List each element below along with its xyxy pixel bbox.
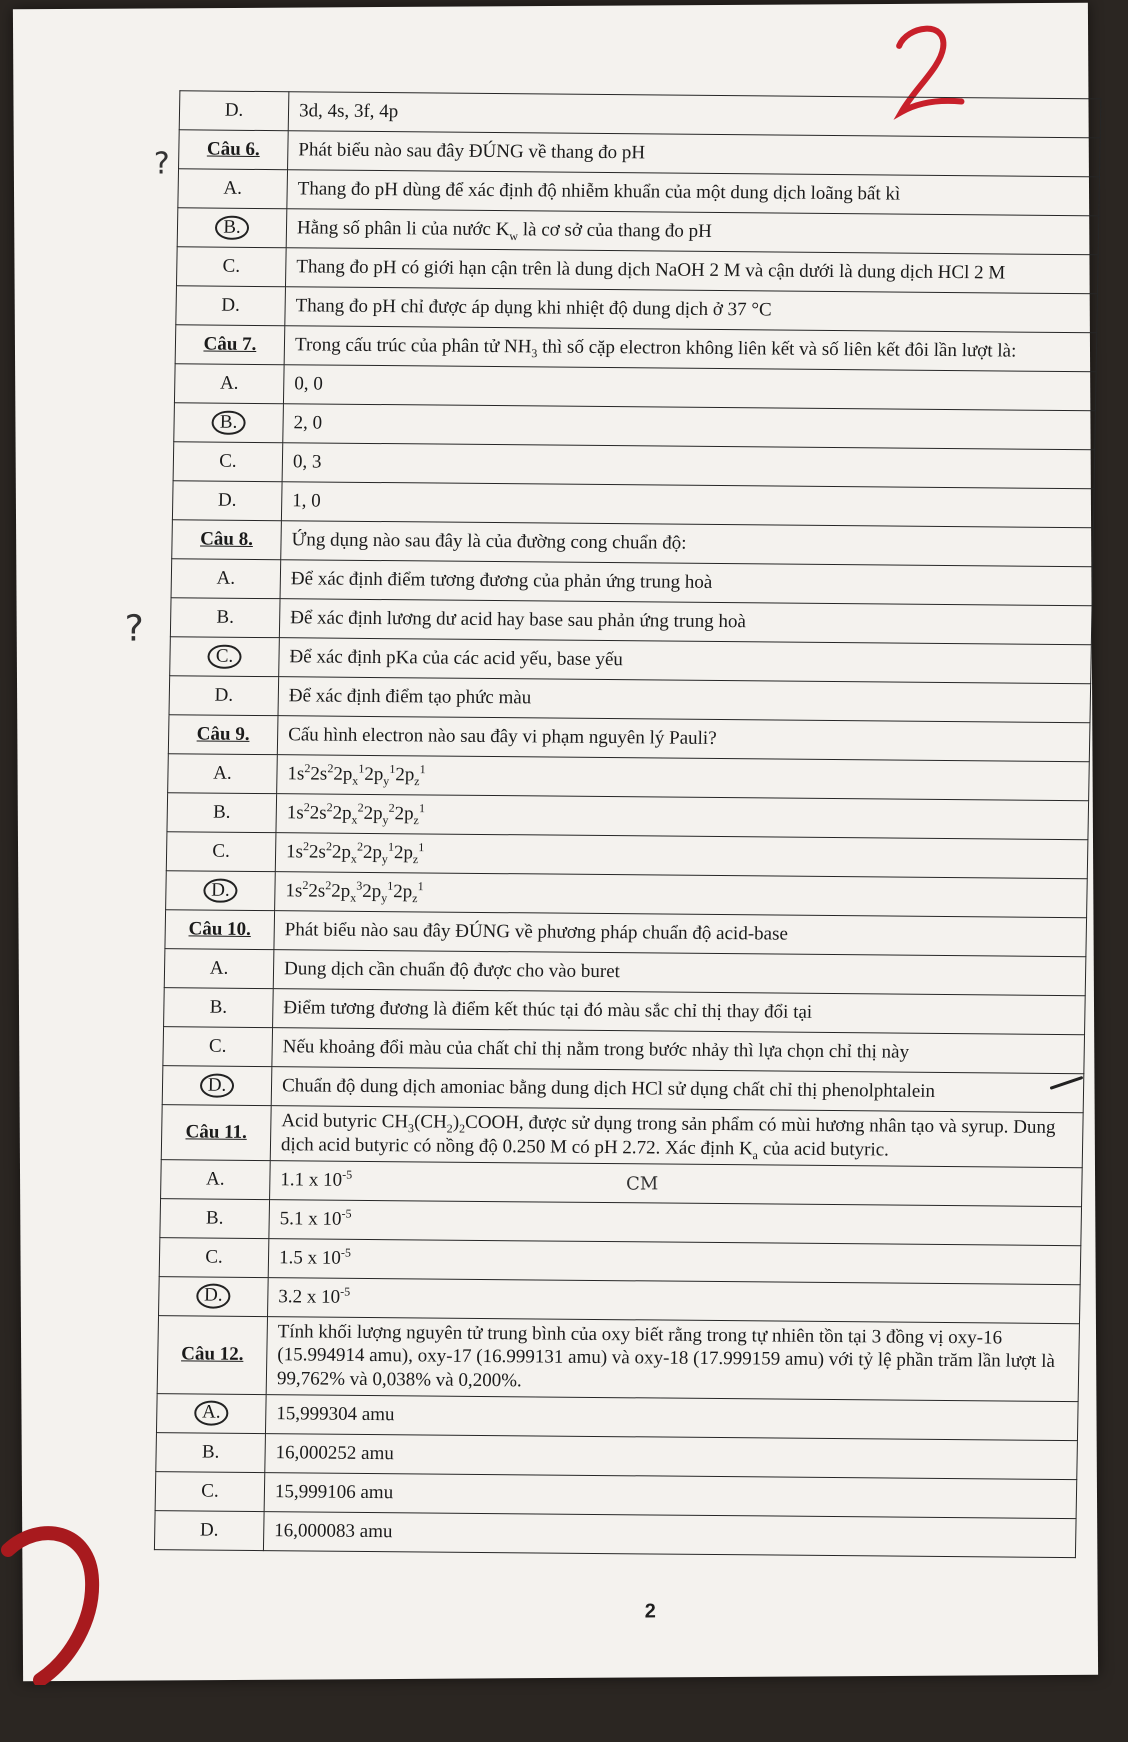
circled-answer-label: A. <box>194 1401 229 1426</box>
option-text: 16,000083 amu <box>263 1511 1076 1557</box>
option-text: $1s^22s^22p_x^22p_y^12p_z^1$ <box>275 833 1088 879</box>
option-text: 3.2 x $10^{-5}$ <box>268 1277 1081 1323</box>
option-label <box>178 169 288 209</box>
option-label <box>164 949 274 989</box>
option-label <box>168 754 278 794</box>
option-text: 1, 0 <box>281 482 1094 528</box>
label-text: D. <box>221 294 241 316</box>
option-label <box>159 1237 269 1277</box>
question-text: Cấu hình electron nào sau đây vi phạm nguyên lý Pauli? <box>277 716 1090 762</box>
question-text: Trong cấu trúc của phân tử $NH_3$ thì số cặp electron không liên kết và số liên kết đôi lần lượt là: <box>284 326 1097 372</box>
label-text: D. <box>214 684 234 706</box>
pen-scribble-icon <box>0 1510 140 1685</box>
question-text: Tính khối lượng nguyên tử trung bình của oxy biết rằng trong tự nhiên tồn tại 3 đồng vị oxy-16 (15.994914 amu), oxy-17 (16.999131 amu) và oxy-18 (17.999159 amu) với tỷ lệ phần trăm lần lượt là 99,762% và 0,038% và 0,200%. <box>266 1316 1079 1401</box>
question-number <box>172 520 282 560</box>
label-text: Câu 8. <box>199 528 254 551</box>
option-label <box>163 1027 273 1067</box>
option-text: Để xác định lương dư acid hay base sau phản ứng trung hoà <box>279 599 1092 645</box>
option-text: Để xác định pKa của các acid yếu, base yếu <box>279 638 1092 684</box>
option-label <box>156 1393 266 1433</box>
margin-question-mark: ? <box>124 608 144 650</box>
option-label <box>156 1432 266 1472</box>
question-number <box>179 130 289 170</box>
option-label <box>161 1159 271 1199</box>
label-text: Câu 10. <box>188 918 252 941</box>
question-number <box>168 715 278 755</box>
option-label <box>155 1471 265 1511</box>
label-text: Câu 7. <box>203 333 257 356</box>
option-text: Nếu khoảng đổi màu của chất chỉ thị nằm trong bước nhảy thì lựa chọn chỉ thị này <box>272 1028 1085 1074</box>
label-text: A. <box>223 177 243 199</box>
label-text: B. <box>212 801 231 823</box>
circled-answer-label: D. <box>196 1284 231 1309</box>
option-text: Chuẩn độ dung dịch amoniac bằng dung dịch HCl sử dụng chất chỉ thị phenolphtalein <box>271 1067 1084 1113</box>
option-label <box>167 793 277 833</box>
option-text: 1.5 x $10^{-5}$ <box>268 1238 1081 1284</box>
question-row <box>157 1315 1079 1401</box>
option-text: $1s^22s^22p_x^22p_y^22p_z^1$ <box>276 794 1089 840</box>
margin-question-mark: ? <box>153 146 170 182</box>
option-label <box>174 403 284 443</box>
label-text: C. <box>201 1480 219 1502</box>
option-label <box>162 1066 272 1106</box>
option-text: Để xác định điểm tương đương của phản ứng trung hoà <box>280 560 1093 606</box>
circled-answer-label: B. <box>212 410 246 435</box>
option-label <box>166 871 276 911</box>
option-text: 0, 3 <box>282 443 1095 489</box>
option-label <box>170 637 280 677</box>
question-number <box>165 910 275 950</box>
option-text: 15,999106 amu <box>264 1472 1077 1518</box>
option-text: Thang đo pH chỉ được áp dụng khi nhiệt độ dung dịch ở 37 °C <box>285 287 1098 333</box>
option-text: Điểm tương đương là điểm kết thúc tại đó màu sắc chỉ thị thay đổi tại <box>273 989 1086 1035</box>
option-text: 5.1 x $10^{-5}$ <box>269 1199 1082 1245</box>
label-text: Câu 11. <box>185 1121 248 1143</box>
label-text: D. <box>224 99 244 121</box>
label-text: A. <box>213 762 232 784</box>
label-text: C. <box>212 840 231 862</box>
option-label <box>174 364 284 404</box>
option-row <box>154 1510 1076 1557</box>
option-text: Hằng số phân li của nước $K_w$ là cơ sở của thang đo pH <box>286 209 1099 255</box>
option-text: 2, 0 <box>283 404 1096 450</box>
question-number <box>157 1315 267 1394</box>
label-text: C. <box>205 1246 223 1268</box>
question-text: Acid butyric $CH_3(CH_2)_2COOH$, được sử dụng trong sản phẩm có mùi hương nhân tạo và syrup. Dung dịch acid butyric có nồng độ 0.250 M có pH 2.72. Xác định $K_a$ của acid butyric. <box>270 1106 1083 1168</box>
option-label <box>164 988 274 1028</box>
question-number <box>175 325 285 365</box>
exam-paper <box>13 3 1098 1682</box>
option-text: 1.1 x $10^{-5}$ <box>270 1160 1083 1206</box>
option-label <box>173 442 283 482</box>
circled-answer-label: D. <box>200 1073 235 1098</box>
option-label <box>166 832 276 872</box>
label-text: A. <box>209 957 229 979</box>
handwritten-note: CM <box>626 1173 659 1195</box>
option-text: 16,000252 amu <box>265 1433 1078 1479</box>
label-text: Câu 9. <box>196 723 250 746</box>
option-label <box>154 1510 264 1550</box>
label-text: B. <box>209 996 228 1018</box>
question-table <box>154 90 1101 1558</box>
circled-answer-label: B. <box>215 215 249 240</box>
option-label <box>160 1198 270 1238</box>
question-row <box>161 1105 1083 1168</box>
option-text: 15,999304 amu <box>265 1394 1078 1440</box>
option-text: Dung dịch cần chuẩn độ được cho vào buret <box>273 950 1086 996</box>
option-label <box>172 481 282 521</box>
option-label <box>171 559 281 599</box>
question-text: Ứng dụng nào sau đây là của đường cong chuẩn độ: <box>281 521 1094 567</box>
label-text: C. <box>222 255 241 277</box>
option-label <box>177 208 287 248</box>
label-text: A. <box>205 1168 225 1190</box>
option-text: Để xác định điểm tạo phức màu <box>278 677 1091 723</box>
label-text: A. <box>216 567 236 589</box>
label-text: B. <box>201 1441 220 1463</box>
option-text: 3d, 4s, 3f, 4p <box>288 92 1101 138</box>
label-text: D. <box>217 489 237 511</box>
label-text: A. <box>219 372 239 394</box>
question-text: Phát biểu nào sau đây ĐÚNG về thang đo pH <box>288 131 1101 177</box>
option-label <box>176 247 286 287</box>
circled-answer-label: D. <box>203 878 238 903</box>
option-text: 0, 0 <box>283 365 1096 411</box>
circled-answer-label: C. <box>208 644 242 669</box>
option-label <box>170 598 280 638</box>
page-number: 2 <box>644 1600 656 1623</box>
option-label <box>159 1276 269 1316</box>
label-text: C. <box>219 450 237 472</box>
option-label <box>179 91 289 131</box>
option-text: $1s^22s^22p_x^12p_y^12p_z^1$ <box>277 755 1090 801</box>
option-label <box>169 676 279 716</box>
label-text: Câu 6. <box>206 138 260 161</box>
option-text: $1s^22s^22p_x^32p_y^12p_z^1$ <box>275 872 1088 918</box>
question-text: Phát biểu nào sau đây ĐÚNG về phương pháp chuẩn độ acid-base <box>274 911 1087 957</box>
question-number <box>161 1105 271 1160</box>
label-text: B. <box>216 606 235 628</box>
option-label <box>176 286 286 326</box>
label-text: B. <box>205 1207 224 1229</box>
option-text: Thang đo pH có giới hạn cận trên là dung dịch NaOH 2 M và cận dưới là dung dịch HCl 2 M <box>285 248 1098 294</box>
label-text: C. <box>208 1035 227 1057</box>
option-text: Thang đo pH dùng để xác định độ nhiễm khuẩn của một dung dịch loãng bất kì <box>287 170 1100 216</box>
label-text: D. <box>199 1519 219 1541</box>
label-text: Câu 12. <box>181 1343 244 1366</box>
